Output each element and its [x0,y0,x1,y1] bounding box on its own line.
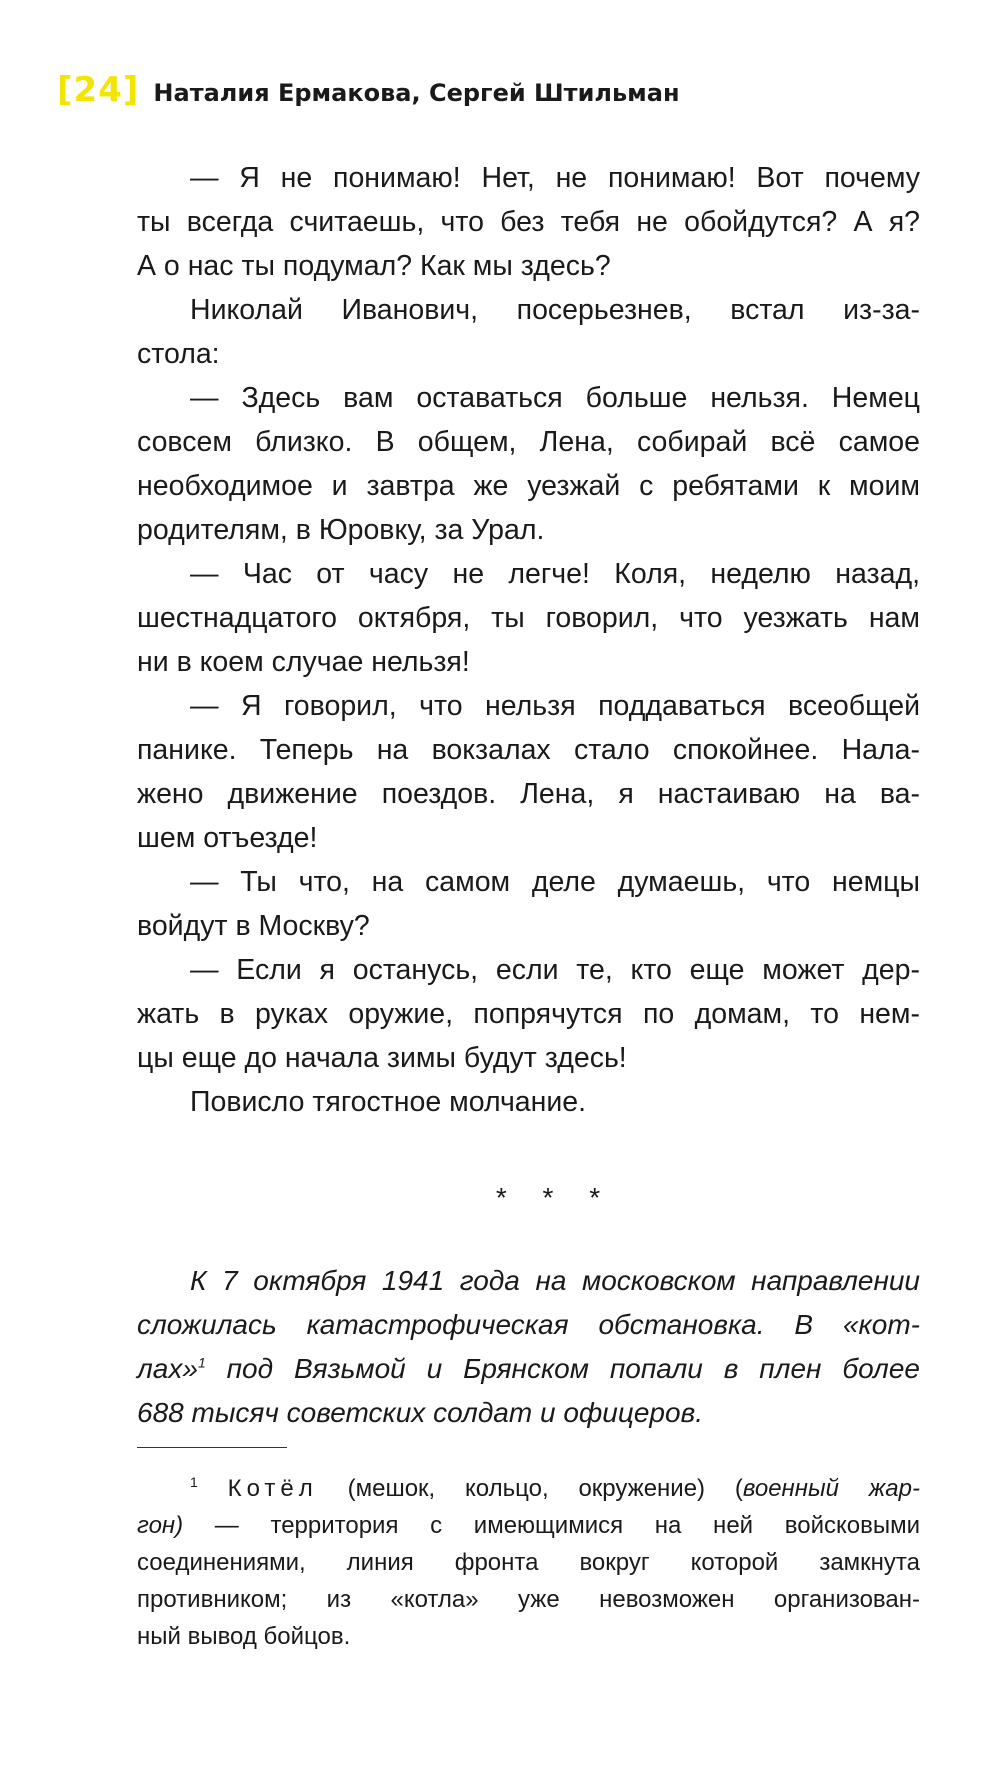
text-line: 688 тысяч советских солдат и офицеров. [137,1397,703,1428]
footnote-line: соединениями, линия фронта вокруг которой замкнута [137,1549,920,1576]
text-line: — Здесь вам оставаться больше нельзя. Немец [190,382,920,414]
footnote-line: $^1$ Котёл (мешок, кольцо, окружение) (военный жар- [190,1474,920,1502]
text-line: шестнадцатого октября, ты говорил, что уезжать нам [137,602,920,634]
text-line: Повисло тягостное молчание. [190,1086,587,1118]
text-line: жено движение поездов. Лена, я настаиваю на ва- [137,778,920,810]
section-separator: * * * [495,1182,615,1213]
text-line: — Я не понимаю! Нет, не понимаю! Вот почему [190,162,920,194]
text-line: ни в коем случае нельзя! [137,646,470,678]
text-line: родителям, в Юровку, за Урал. [137,514,545,546]
footnote [137,1470,920,1655]
text-line: жать в руках оружие, попрячутся по домам, то нем- [137,998,920,1030]
text-line: сложилась катастрофическая обстановка. В «кот- [137,1309,920,1340]
text-line: А о нас ты подумал? Как мы здесь? [137,250,611,282]
text-line: — Если я останусь, если те, кто еще может дер- [190,954,920,986]
main-text-block [137,156,920,1124]
footnote-marker: 1 [190,1474,198,1490]
text-line: войдут в Москву? [137,910,370,942]
running-head-authors: Наталия Ермакова, Сергей Штильман [153,79,680,107]
text-line: шем отъезде! [137,822,318,854]
text-line: — Ты что, на самом деле думаешь, что немцы [190,866,920,898]
text-line: панике. Теперь на вокзалах стало спокойнее. Нала- [137,734,920,766]
text-line: цы еще до начала зимы будут здесь! [137,1042,627,1074]
page-number: [24] [57,70,140,110]
footnote-line: гон) — территория с имеющимися на ней войсковыми [137,1512,920,1539]
footnote-line: ный вывод бойцов. [137,1623,351,1650]
text-line: К 7 октября 1941 года на московском направлении [190,1265,920,1296]
text-line: — Час от часу не легче! Коля, неделю назад, [190,558,920,590]
text-line: совсем близко. В общем, Лена, собирай всё самое [137,426,920,458]
text-line: — Я говорил, что нельзя поддаваться всеобщей [190,690,920,722]
page-header [57,70,680,110]
footnote-line: противником; из «котла» уже невозможен организован- [137,1586,920,1613]
footnote-term: Котёл [227,1475,318,1502]
text-line: стола: [137,338,220,370]
italic-historical-note [137,1259,920,1435]
footnote-divider [137,1447,287,1448]
text-line: лах»$^1$ под Вязьмой и Брянском попали в плен более [137,1353,920,1384]
text-line: необходимое и завтра же уезжай с ребятами к моим [137,470,920,502]
text-line: ты всегда считаешь, что без тебя не обойдутся? А я? [137,206,920,238]
footnote-reference: 1 [197,1354,206,1371]
text-line: Николай Иванович, посерьезнев, встал из-за- [190,294,920,326]
